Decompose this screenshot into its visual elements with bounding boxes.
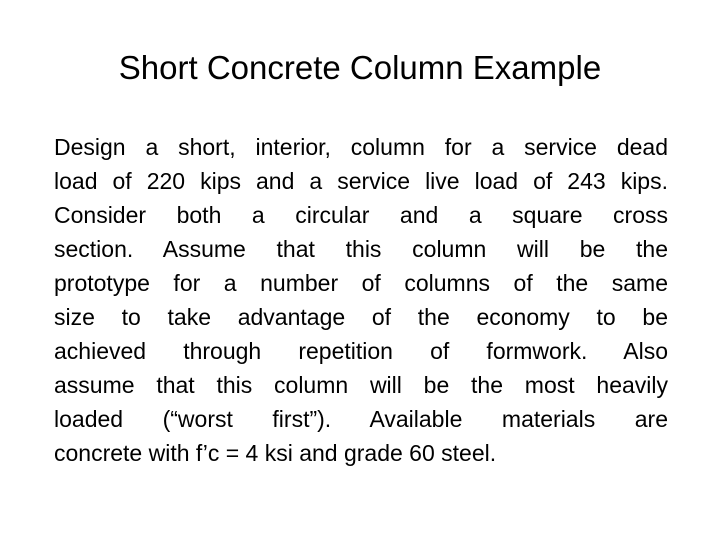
body-line: achieved through repetition of formwork. Also xyxy=(54,338,668,364)
body-line: Consider both a circular and a square cross xyxy=(54,202,668,228)
body-line: size to take advantage of the economy to be xyxy=(54,304,668,330)
body-line: Design a short, interior, column for a service dead xyxy=(54,134,668,160)
body-line: prototype for a number of columns of the same xyxy=(54,270,668,296)
body-line: assume that this column will be the most heavily xyxy=(54,372,668,398)
slide-title: Short Concrete Column Example xyxy=(118,49,602,86)
body-line: section. Assume that this column will be the xyxy=(54,236,668,262)
body-line: loaded (“worst first”). Available materials are xyxy=(54,406,668,432)
body-line: load of 220 kips and a service live load of 243 kips. xyxy=(54,168,668,194)
body-line: concrete with f’c = 4 ksi and grade 60 steel. xyxy=(54,440,497,466)
slide-body-text xyxy=(54,130,668,470)
